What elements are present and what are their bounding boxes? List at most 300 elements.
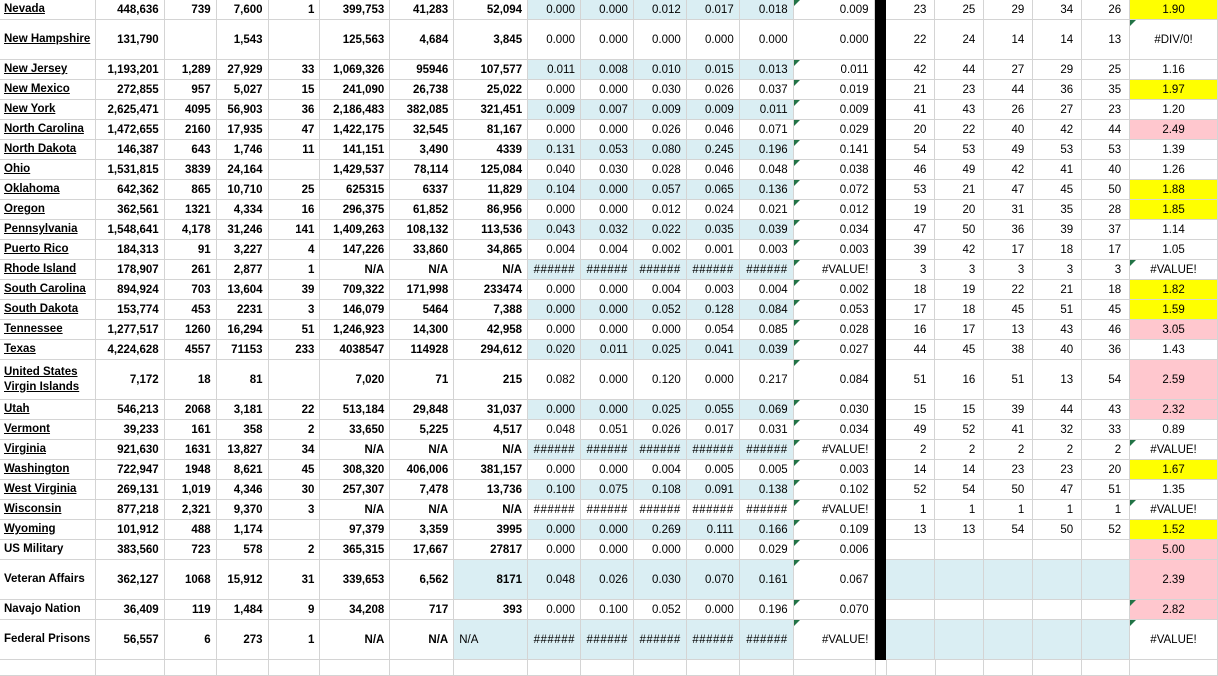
cell-rank[interactable] xyxy=(984,360,1033,400)
cell-rank[interactable] xyxy=(1033,220,1082,240)
cell-rank[interactable] xyxy=(935,200,984,220)
cell-value[interactable] xyxy=(96,220,165,240)
cell-rank[interactable] xyxy=(935,280,984,300)
cell-value[interactable] xyxy=(390,120,454,140)
cell-average[interactable] xyxy=(794,0,876,20)
cell-value[interactable] xyxy=(96,80,165,100)
cell-rank[interactable] xyxy=(1082,620,1130,660)
cell-value[interactable] xyxy=(390,100,454,120)
cell-rank[interactable] xyxy=(935,180,984,200)
cell-decimal[interactable] xyxy=(740,100,794,120)
cell-value[interactable] xyxy=(454,420,528,440)
cell-value[interactable] xyxy=(320,100,390,120)
cell-value[interactable] xyxy=(454,480,528,500)
cell-value[interactable] xyxy=(96,160,165,180)
cell-value[interactable] xyxy=(165,200,217,220)
cell-rank[interactable] xyxy=(1082,420,1130,440)
cell-value[interactable] xyxy=(96,0,165,20)
cell-rank[interactable] xyxy=(984,560,1033,600)
cell-value[interactable] xyxy=(217,300,269,320)
cell-value[interactable] xyxy=(390,340,454,360)
cell-value[interactable] xyxy=(217,240,269,260)
cell-value[interactable] xyxy=(96,460,165,480)
cell-value[interactable] xyxy=(390,480,454,500)
cell-value[interactable] xyxy=(217,220,269,240)
state-link[interactable] xyxy=(0,440,96,460)
cell-value[interactable] xyxy=(454,400,528,420)
cell-rank[interactable] xyxy=(886,420,935,440)
cell-decimal[interactable] xyxy=(581,0,634,20)
cell-value[interactable] xyxy=(320,200,390,220)
cell-ratio[interactable] xyxy=(1130,440,1218,460)
cell-average[interactable] xyxy=(794,520,876,540)
cell-decimal[interactable] xyxy=(581,480,634,500)
cell-rank[interactable] xyxy=(1033,480,1082,500)
cell-value[interactable] xyxy=(320,140,390,160)
cell-ratio[interactable] xyxy=(1130,200,1218,220)
cell-decimal[interactable] xyxy=(528,120,581,140)
cell-rank[interactable] xyxy=(1033,80,1082,100)
state-link[interactable] xyxy=(0,140,96,160)
cell-rank[interactable] xyxy=(984,180,1033,200)
cell-value[interactable] xyxy=(217,560,269,600)
cell-decimal[interactable] xyxy=(581,100,634,120)
cell-value[interactable] xyxy=(320,420,390,440)
cell-decimal[interactable] xyxy=(740,20,794,60)
cell-decimal[interactable] xyxy=(740,480,794,500)
cell-rank[interactable] xyxy=(984,100,1033,120)
cell-decimal[interactable] xyxy=(687,120,740,140)
cell-rank[interactable] xyxy=(1033,200,1082,220)
cell-decimal[interactable] xyxy=(581,440,634,460)
cell-decimal[interactable] xyxy=(740,520,794,540)
cell-rank[interactable] xyxy=(984,200,1033,220)
cell-value[interactable] xyxy=(96,120,165,140)
cell-decimal[interactable] xyxy=(581,300,634,320)
cell-rank[interactable] xyxy=(984,420,1033,440)
cell-rank[interactable] xyxy=(886,260,935,280)
cell-rank[interactable] xyxy=(886,400,935,420)
cell-decimal[interactable] xyxy=(740,500,794,520)
cell-value[interactable] xyxy=(96,240,165,260)
cell-decimal[interactable] xyxy=(528,140,581,160)
cell-value[interactable] xyxy=(320,400,390,420)
cell-decimal[interactable] xyxy=(528,0,581,20)
cell-value[interactable] xyxy=(454,560,528,600)
cell-ratio[interactable] xyxy=(1130,260,1218,280)
cell-rank[interactable] xyxy=(886,300,935,320)
cell-value[interactable] xyxy=(454,0,528,20)
cell-ratio[interactable] xyxy=(1130,460,1218,480)
cell-value[interactable] xyxy=(269,80,321,100)
cell-value[interactable] xyxy=(320,440,390,460)
cell-decimal[interactable] xyxy=(740,240,794,260)
state-link[interactable] xyxy=(0,400,96,420)
cell-value[interactable] xyxy=(390,360,454,400)
cell-rank[interactable] xyxy=(984,300,1033,320)
cell-average[interactable] xyxy=(794,240,876,260)
cell-average[interactable] xyxy=(794,460,876,480)
empty-cell[interactable] xyxy=(0,660,96,676)
cell-average[interactable] xyxy=(794,220,876,240)
cell-decimal[interactable] xyxy=(528,420,581,440)
cell-decimal[interactable] xyxy=(687,140,740,160)
cell-value[interactable] xyxy=(165,340,217,360)
cell-rank[interactable] xyxy=(1033,100,1082,120)
empty-cell[interactable] xyxy=(794,660,876,676)
cell-value[interactable] xyxy=(165,220,217,240)
cell-decimal[interactable] xyxy=(581,200,634,220)
empty-cell[interactable] xyxy=(740,660,794,676)
cell-value[interactable] xyxy=(217,0,269,20)
cell-value[interactable] xyxy=(165,360,217,400)
cell-rank[interactable] xyxy=(935,260,984,280)
state-link[interactable] xyxy=(0,60,96,80)
empty-cell[interactable] xyxy=(984,660,1033,676)
cell-value[interactable] xyxy=(96,180,165,200)
cell-average[interactable] xyxy=(794,320,876,340)
cell-value[interactable] xyxy=(390,600,454,620)
cell-rank[interactable] xyxy=(1033,540,1082,560)
cell-rank[interactable] xyxy=(935,320,984,340)
cell-value[interactable] xyxy=(320,60,390,80)
cell-decimal[interactable] xyxy=(528,480,581,500)
cell-value[interactable] xyxy=(320,540,390,560)
cell-rank[interactable] xyxy=(1033,20,1082,60)
cell-decimal[interactable] xyxy=(581,160,634,180)
state-label[interactable] xyxy=(0,560,96,600)
cell-value[interactable] xyxy=(454,60,528,80)
cell-value[interactable] xyxy=(454,600,528,620)
cell-value[interactable] xyxy=(390,560,454,600)
cell-rank[interactable] xyxy=(935,540,984,560)
empty-cell[interactable] xyxy=(165,660,217,676)
cell-decimal[interactable] xyxy=(740,540,794,560)
cell-value[interactable] xyxy=(217,100,269,120)
cell-decimal[interactable] xyxy=(581,20,634,60)
cell-decimal[interactable] xyxy=(528,260,581,280)
cell-decimal[interactable] xyxy=(687,420,740,440)
cell-value[interactable] xyxy=(320,300,390,320)
cell-value[interactable] xyxy=(165,480,217,500)
cell-rank[interactable] xyxy=(935,160,984,180)
cell-rank[interactable] xyxy=(1082,0,1130,20)
cell-rank[interactable] xyxy=(1082,300,1130,320)
cell-value[interactable] xyxy=(165,180,217,200)
cell-ratio[interactable] xyxy=(1130,480,1218,500)
empty-cell[interactable] xyxy=(936,660,985,676)
cell-decimal[interactable] xyxy=(740,220,794,240)
cell-value[interactable] xyxy=(165,520,217,540)
cell-value[interactable] xyxy=(269,200,321,220)
cell-decimal[interactable] xyxy=(687,260,740,280)
cell-average[interactable] xyxy=(794,200,876,220)
empty-cell[interactable] xyxy=(269,660,321,676)
cell-average[interactable] xyxy=(794,80,876,100)
cell-value[interactable] xyxy=(269,20,321,60)
cell-rank[interactable] xyxy=(1033,280,1082,300)
cell-rank[interactable] xyxy=(886,280,935,300)
cell-value[interactable] xyxy=(320,160,390,180)
cell-value[interactable] xyxy=(165,260,217,280)
cell-value[interactable] xyxy=(454,140,528,160)
cell-decimal[interactable] xyxy=(634,480,687,500)
cell-rank[interactable] xyxy=(886,240,935,260)
cell-value[interactable] xyxy=(390,180,454,200)
cell-value[interactable] xyxy=(269,140,321,160)
cell-decimal[interactable] xyxy=(740,600,794,620)
cell-value[interactable] xyxy=(217,400,269,420)
cell-value[interactable] xyxy=(165,600,217,620)
cell-rank[interactable] xyxy=(935,240,984,260)
cell-decimal[interactable] xyxy=(687,80,740,100)
cell-value[interactable] xyxy=(454,460,528,480)
cell-value[interactable] xyxy=(454,300,528,320)
cell-ratio[interactable] xyxy=(1130,280,1218,300)
cell-decimal[interactable] xyxy=(687,60,740,80)
cell-decimal[interactable] xyxy=(528,80,581,100)
cell-decimal[interactable] xyxy=(740,320,794,340)
cell-decimal[interactable] xyxy=(528,240,581,260)
empty-cell[interactable] xyxy=(687,660,740,676)
cell-value[interactable] xyxy=(390,300,454,320)
cell-rank[interactable] xyxy=(984,220,1033,240)
cell-rank[interactable] xyxy=(1082,60,1130,80)
cell-rank[interactable] xyxy=(1082,320,1130,340)
cell-value[interactable] xyxy=(217,460,269,480)
cell-value[interactable] xyxy=(320,500,390,520)
cell-rank[interactable] xyxy=(1033,140,1082,160)
cell-ratio[interactable] xyxy=(1130,300,1218,320)
cell-value[interactable] xyxy=(320,460,390,480)
cell-value[interactable] xyxy=(96,560,165,600)
cell-decimal[interactable] xyxy=(634,500,687,520)
cell-value[interactable] xyxy=(320,0,390,20)
cell-rank[interactable] xyxy=(1033,300,1082,320)
cell-value[interactable] xyxy=(390,160,454,180)
cell-decimal[interactable] xyxy=(581,400,634,420)
cell-decimal[interactable] xyxy=(687,360,740,400)
empty-cell[interactable] xyxy=(1082,660,1130,676)
cell-value[interactable] xyxy=(390,240,454,260)
cell-rank[interactable] xyxy=(1033,620,1082,660)
cell-value[interactable] xyxy=(217,500,269,520)
cell-rank[interactable] xyxy=(886,480,935,500)
empty-cell[interactable] xyxy=(528,660,581,676)
cell-decimal[interactable] xyxy=(687,180,740,200)
cell-rank[interactable] xyxy=(1082,20,1130,60)
cell-rank[interactable] xyxy=(886,120,935,140)
cell-decimal[interactable] xyxy=(634,140,687,160)
cell-rank[interactable] xyxy=(886,320,935,340)
cell-value[interactable] xyxy=(269,340,321,360)
cell-value[interactable] xyxy=(96,260,165,280)
cell-decimal[interactable] xyxy=(687,0,740,20)
cell-average[interactable] xyxy=(794,20,876,60)
cell-decimal[interactable] xyxy=(581,620,634,660)
cell-value[interactable] xyxy=(390,60,454,80)
cell-rank[interactable] xyxy=(886,440,935,460)
cell-rank[interactable] xyxy=(984,60,1033,80)
cell-value[interactable] xyxy=(165,0,217,20)
cell-average[interactable] xyxy=(794,440,876,460)
cell-value[interactable] xyxy=(390,20,454,60)
cell-value[interactable] xyxy=(217,440,269,460)
cell-value[interactable] xyxy=(269,620,321,660)
cell-decimal[interactable] xyxy=(687,160,740,180)
cell-value[interactable] xyxy=(320,80,390,100)
cell-decimal[interactable] xyxy=(581,540,634,560)
cell-rank[interactable] xyxy=(1033,400,1082,420)
cell-rank[interactable] xyxy=(984,600,1033,620)
cell-value[interactable] xyxy=(165,120,217,140)
state-link[interactable] xyxy=(0,320,96,340)
cell-value[interactable] xyxy=(269,360,321,400)
cell-decimal[interactable] xyxy=(740,440,794,460)
empty-cell[interactable] xyxy=(634,660,687,676)
cell-decimal[interactable] xyxy=(528,540,581,560)
cell-value[interactable] xyxy=(390,280,454,300)
cell-decimal[interactable] xyxy=(634,560,687,600)
cell-value[interactable] xyxy=(165,240,217,260)
cell-value[interactable] xyxy=(320,560,390,600)
cell-decimal[interactable] xyxy=(687,460,740,480)
cell-value[interactable] xyxy=(217,180,269,200)
cell-value[interactable] xyxy=(320,240,390,260)
cell-value[interactable] xyxy=(269,480,321,500)
cell-value[interactable] xyxy=(165,620,217,660)
cell-rank[interactable] xyxy=(984,280,1033,300)
cell-rank[interactable] xyxy=(984,260,1033,280)
cell-value[interactable] xyxy=(269,0,321,20)
cell-average[interactable] xyxy=(794,180,876,200)
cell-decimal[interactable] xyxy=(740,0,794,20)
cell-rank[interactable] xyxy=(1033,600,1082,620)
cell-value[interactable] xyxy=(165,560,217,600)
cell-rank[interactable] xyxy=(1033,320,1082,340)
cell-rank[interactable] xyxy=(935,0,984,20)
cell-decimal[interactable] xyxy=(528,600,581,620)
cell-decimal[interactable] xyxy=(687,20,740,60)
cell-value[interactable] xyxy=(390,0,454,20)
cell-ratio[interactable] xyxy=(1130,60,1218,80)
cell-decimal[interactable] xyxy=(634,340,687,360)
cell-decimal[interactable] xyxy=(740,420,794,440)
cell-value[interactable] xyxy=(165,420,217,440)
cell-decimal[interactable] xyxy=(740,200,794,220)
cell-value[interactable] xyxy=(269,300,321,320)
cell-value[interactable] xyxy=(269,160,321,180)
cell-value[interactable] xyxy=(96,480,165,500)
cell-value[interactable] xyxy=(269,120,321,140)
cell-decimal[interactable] xyxy=(687,220,740,240)
cell-value[interactable] xyxy=(390,200,454,220)
cell-decimal[interactable] xyxy=(687,520,740,540)
cell-rank[interactable] xyxy=(984,240,1033,260)
cell-rank[interactable] xyxy=(935,80,984,100)
state-label[interactable] xyxy=(0,600,96,620)
cell-value[interactable] xyxy=(320,260,390,280)
cell-value[interactable] xyxy=(217,140,269,160)
cell-ratio[interactable] xyxy=(1130,620,1218,660)
cell-rank[interactable] xyxy=(1082,80,1130,100)
cell-rank[interactable] xyxy=(886,540,935,560)
cell-value[interactable] xyxy=(217,600,269,620)
cell-rank[interactable] xyxy=(886,20,935,60)
cell-value[interactable] xyxy=(96,360,165,400)
cell-average[interactable] xyxy=(794,280,876,300)
cell-value[interactable] xyxy=(96,300,165,320)
cell-value[interactable] xyxy=(269,520,321,540)
cell-rank[interactable] xyxy=(1033,240,1082,260)
cell-value[interactable] xyxy=(96,140,165,160)
state-link[interactable] xyxy=(0,340,96,360)
cell-value[interactable] xyxy=(165,400,217,420)
cell-rank[interactable] xyxy=(1033,360,1082,400)
cell-decimal[interactable] xyxy=(687,340,740,360)
cell-decimal[interactable] xyxy=(740,340,794,360)
cell-rank[interactable] xyxy=(984,520,1033,540)
cell-value[interactable] xyxy=(96,500,165,520)
cell-ratio[interactable] xyxy=(1130,140,1218,160)
cell-decimal[interactable] xyxy=(528,620,581,660)
state-link[interactable] xyxy=(0,80,96,100)
cell-value[interactable] xyxy=(165,440,217,460)
cell-average[interactable] xyxy=(794,260,876,280)
cell-decimal[interactable] xyxy=(528,300,581,320)
state-link[interactable] xyxy=(0,100,96,120)
cell-rank[interactable] xyxy=(1082,540,1130,560)
cell-rank[interactable] xyxy=(984,80,1033,100)
cell-decimal[interactable] xyxy=(528,400,581,420)
cell-rank[interactable] xyxy=(1033,420,1082,440)
cell-value[interactable] xyxy=(269,100,321,120)
cell-rank[interactable] xyxy=(1082,120,1130,140)
cell-decimal[interactable] xyxy=(528,180,581,200)
state-link[interactable] xyxy=(0,500,96,520)
cell-decimal[interactable] xyxy=(528,200,581,220)
state-link[interactable] xyxy=(0,460,96,480)
cell-value[interactable] xyxy=(454,440,528,460)
cell-average[interactable] xyxy=(794,620,876,660)
cell-rank[interactable] xyxy=(935,100,984,120)
cell-average[interactable] xyxy=(794,340,876,360)
cell-rank[interactable] xyxy=(935,460,984,480)
cell-value[interactable] xyxy=(217,340,269,360)
cell-rank[interactable] xyxy=(984,320,1033,340)
cell-rank[interactable] xyxy=(886,460,935,480)
cell-ratio[interactable] xyxy=(1130,420,1218,440)
cell-value[interactable] xyxy=(96,60,165,80)
cell-rank[interactable] xyxy=(886,160,935,180)
cell-rank[interactable] xyxy=(1033,180,1082,200)
cell-value[interactable] xyxy=(96,600,165,620)
cell-decimal[interactable] xyxy=(740,120,794,140)
cell-decimal[interactable] xyxy=(634,260,687,280)
cell-decimal[interactable] xyxy=(634,440,687,460)
cell-rank[interactable] xyxy=(1082,220,1130,240)
cell-rank[interactable] xyxy=(935,520,984,540)
cell-decimal[interactable] xyxy=(687,500,740,520)
cell-rank[interactable] xyxy=(1033,500,1082,520)
empty-cell[interactable] xyxy=(217,660,269,676)
cell-rank[interactable] xyxy=(1033,120,1082,140)
cell-rank[interactable] xyxy=(886,60,935,80)
cell-rank[interactable] xyxy=(1082,560,1130,600)
state-link[interactable] xyxy=(0,180,96,200)
cell-decimal[interactable] xyxy=(528,280,581,300)
cell-rank[interactable] xyxy=(984,440,1033,460)
